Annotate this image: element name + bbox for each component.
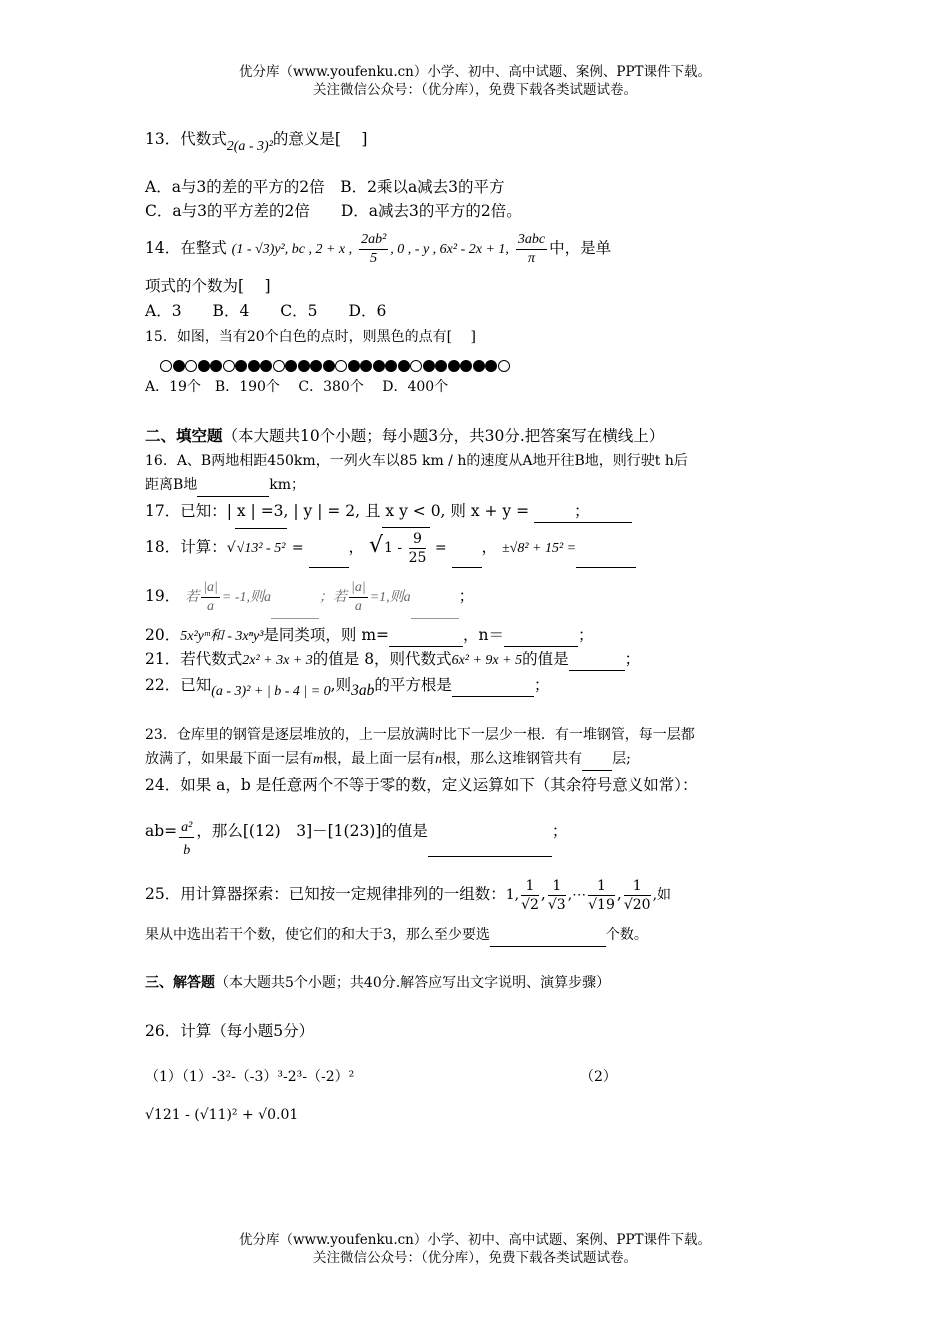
q13-expression: 2(a - 3)² (226, 139, 273, 154)
footer-line-2: 关注微信公众号：（优分库），免费下载各类试题试卷。 (313, 1250, 637, 1266)
white-dot (160, 360, 172, 372)
question-25-line-1: 25．用计算器探索：已知按一定规律排列的一组数：1, $\frac{1}{√2}$ , $\frac{1}{√3}$ ,⋯ $\frac{1}{√19}$ , $\frac{1}{√20}$ ,如 (145, 877, 672, 913)
question-13: 13．代数式2(a - 3)²的意义是[ ] (145, 130, 368, 154)
black-dot (360, 360, 372, 372)
black-dot (373, 360, 385, 372)
header-line-1: 优分库（www.youfenku.cn）小学、初中、高中试题、案例、PPT课件下载。 (238, 64, 712, 80)
white-dot (273, 360, 285, 372)
section-2-heading: 二、填空题（本大题共10个小题；每小题3分，共30分.把答案写在横线上） (145, 426, 665, 445)
question-23-line-1: 23．仓库里的钢管是逐层堆放的，上一层放满时比下一层少一根．有一堆钢管，每一层都 (145, 727, 695, 743)
black-dot (485, 360, 497, 372)
question-16-line-1: 16．A、B两地相距450km，一列火车以85 km / h的速度从A地开往B地，则行驶t h后 (145, 453, 688, 469)
black-dot (423, 360, 435, 372)
question-19: 19． 若 $\frac{|a|}{a}$ = -1,则a ；若 $\frac{|a|}{a}$ =1,则a ； (145, 574, 474, 620)
q14-fraction-1: $\frac{\text{2ab²}}{5}$ (361, 231, 387, 266)
black-dot (460, 360, 472, 372)
question-21: 21．若代数式2x² + 3x + 3的值是 8，则代数式6x² + 9x + 5的值是 ； (145, 648, 640, 672)
black-dot (210, 360, 222, 372)
black-dot (348, 360, 360, 372)
dot-pattern (160, 360, 510, 376)
question-25-line-2: 果从中选出若干个数，使它们的和大于3，那么至少要选 个数。 (145, 924, 648, 947)
question-14: 14．在整式 (1 - √3)y², bc , 2 + x , $\frac{\text{2ab²}}{5}$ , 0 , - y , 6x² - 2x + 1, $\frac{\text{3abc}}{\pi}$ 中，是单 (145, 231, 612, 266)
question-26-part-1: （1）（1）-3²-（-3）³-2³-（-2）² (145, 1069, 355, 1085)
black-dot (473, 360, 485, 372)
section-3-heading: 三、解答题（本大题共5个小题；共40分.解答应写出文字说明、演算步骤） (145, 975, 611, 991)
black-dot (435, 360, 447, 372)
question-24-line-2: ab= $\frac{\text{a²}}{b}$ ，那么[(12) 3]－[1(23)]的值是 ； (145, 806, 567, 864)
black-dot (248, 360, 260, 372)
q14-options: A．3 B．4 C．5 D．6 (145, 302, 387, 320)
question-23-line-2: 放满了，如果最下面一层有m根，最上面一层有n根，那么这堆钢管共有 层; (145, 748, 631, 771)
black-dot (198, 360, 210, 372)
black-dot (285, 360, 297, 372)
black-dot (385, 360, 397, 372)
black-dot (235, 360, 247, 372)
black-dot (173, 360, 185, 372)
black-dot (310, 360, 322, 372)
header-line-2: 关注微信公众号：（优分库），免费下载各类试题试卷。 (313, 82, 637, 98)
question-17: 17．已知：| x | =3, | y | = 2, 且 x y < 0, 则 x + y = ； (145, 500, 632, 523)
question-24-line-1: 24．如果 a，b 是任意两个不等于零的数，定义运算如下（其余符号意义如常）： (145, 776, 698, 794)
black-dot (398, 360, 410, 372)
black-dot (448, 360, 460, 372)
footer-line-1: 优分库（www.youfenku.cn）小学、初中、高中试题、案例、PPT课件下载。 (238, 1232, 712, 1248)
q14-line-2: 项式的个数为[ ] (145, 277, 271, 295)
q13-options-ab: A．a与3的差的平方的2倍 B．2乘以a减去3的平方 (145, 178, 505, 196)
black-dot (323, 360, 335, 372)
question-18: 18．计算：√√13² - 5² = ， √1 - $\frac{9}{25}$ = ， ±√8² + 15² = (145, 526, 636, 569)
white-dot (335, 360, 347, 372)
question-15: 15．如图，当有20个白色的点时，则黑色的点有[ ] (145, 329, 477, 345)
question-26-part-2-expression: √121 - (√11)² + √0.01 (145, 1107, 299, 1123)
white-dot (498, 360, 510, 372)
q14-fraction-2: $\frac{\text{3abc}}{\pi}$ (517, 231, 546, 266)
white-dot (185, 360, 197, 372)
white-dot (410, 360, 422, 372)
question-26-part-2-label: （2） (580, 1069, 617, 1085)
question-20: 20．5x²yᵐ和 - 3xⁿy³是同类项，则 m= ，n＝ ； (145, 624, 594, 648)
white-dot (223, 360, 235, 372)
black-dot (260, 360, 272, 372)
question-26-title: 26．计算（每小题5分） (145, 1022, 315, 1040)
q13-options-cd: C．a与3的平方差的2倍 D．a减去3的平方的2倍。 (145, 202, 522, 220)
q15-options: A．19个 B．190个 C．380个 D．400个 (145, 379, 449, 395)
question-16-line-2: 距离B地 km； (145, 474, 305, 497)
question-22: 22．已知(a - 3)² + | b - 4 | = 0,则3ab的平方根是 ； (145, 676, 550, 699)
black-dot (298, 360, 310, 372)
